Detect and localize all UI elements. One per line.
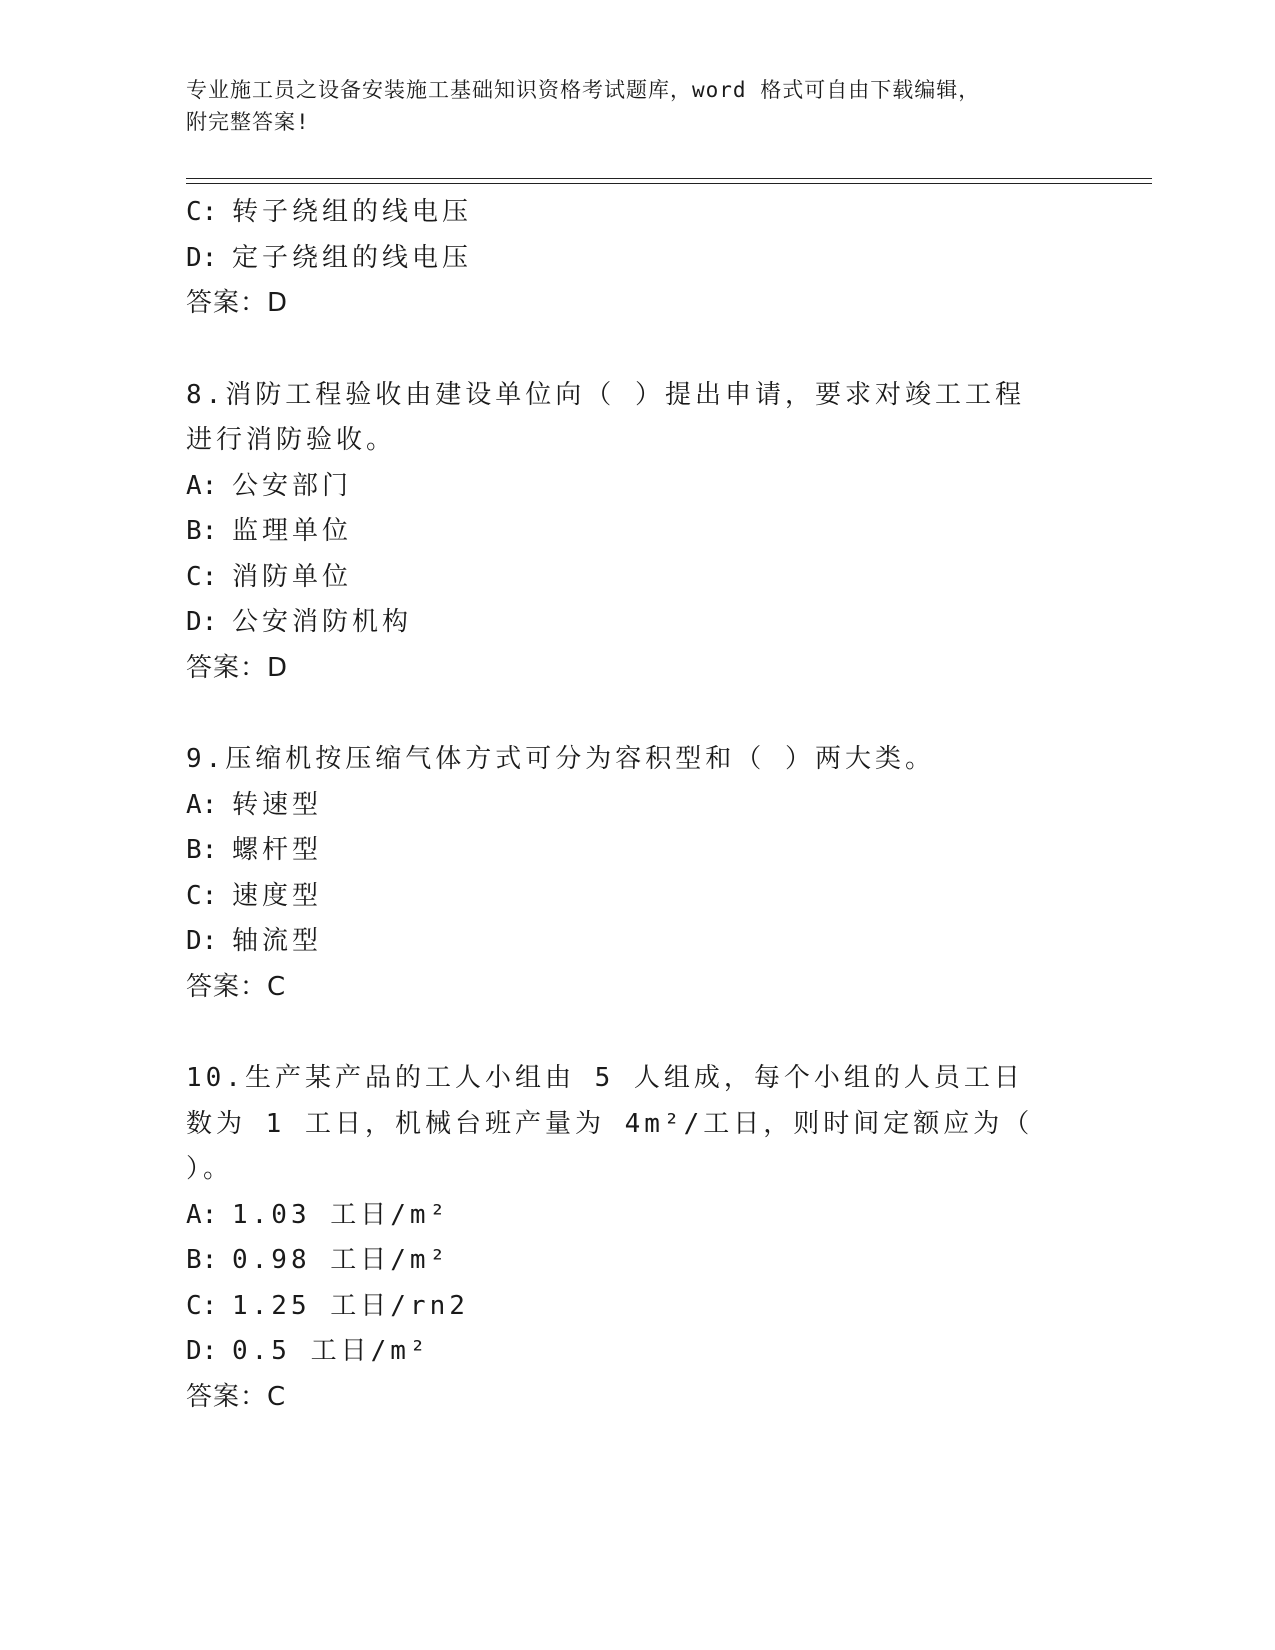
document-body	[186, 190, 1086, 1420]
option-letter: B:	[186, 835, 218, 865]
option-letter: D:	[186, 607, 218, 637]
option-a	[186, 1193, 1086, 1239]
carryover-block	[186, 190, 1086, 327]
option-letter: B:	[186, 1245, 218, 1275]
option-c	[186, 1284, 1086, 1330]
option-letter: A:	[186, 789, 218, 820]
answer-line: 答案：D	[186, 288, 289, 318]
option-c	[186, 874, 1086, 920]
option-letter: B:	[186, 516, 218, 546]
option-text: 公安消防机构	[232, 607, 413, 637]
question-10	[186, 1056, 1086, 1420]
answer-line: 答案：C	[186, 971, 287, 1002]
option-d	[186, 236, 1086, 282]
option-text: 公安部门	[232, 470, 353, 501]
option-letter: A:	[186, 470, 218, 501]
header-line-1: 专业施工员之设备安装施工基础知识资格考试题库，word 格式可自由下载编辑，	[186, 78, 981, 102]
option-letter: C:	[186, 1290, 218, 1321]
option-d	[186, 919, 1086, 965]
option-letter: D:	[186, 926, 218, 956]
option-letter: C:	[186, 561, 218, 592]
header-divider-bottom	[186, 183, 1152, 184]
document-header	[186, 74, 1066, 138]
option-c	[186, 190, 1086, 236]
option-text: 转速型	[232, 789, 323, 820]
option-text: 速度型	[232, 880, 323, 911]
option-b	[186, 828, 1086, 874]
option-a	[186, 783, 1086, 829]
question-8	[186, 373, 1086, 692]
option-text: 消防单位	[232, 561, 353, 592]
option-letter: D:	[186, 1336, 218, 1366]
option-text: 0.5 工日/m²	[232, 1336, 430, 1366]
option-text: 螺杆型	[232, 835, 323, 865]
option-text: 定子绕组的线电压	[232, 242, 473, 273]
header-divider-top	[186, 178, 1152, 179]
option-b	[186, 509, 1086, 555]
option-text: 1.25 工日/rn2	[232, 1290, 469, 1321]
option-text: 1.03 工日/m²	[232, 1199, 450, 1230]
option-letter: C:	[186, 197, 218, 227]
option-letter: A:	[186, 1199, 218, 1230]
option-letter: C:	[186, 880, 218, 911]
option-letter: D:	[186, 242, 218, 273]
option-text: 监理单位	[232, 516, 353, 546]
header-line-2: 附完整答案!	[186, 110, 310, 134]
option-a	[186, 464, 1086, 510]
question-stem: 9.压缩机按压缩气体方式可分为容积型和（ ）两大类。	[186, 744, 935, 774]
question-stem: 8.消防工程验收由建设单位向（ ）提出申请，要求对竣工工程进行消防验收。	[186, 379, 1025, 455]
option-b	[186, 1238, 1086, 1284]
answer-line: 答案：C	[186, 1381, 287, 1412]
option-text: 转子绕组的线电压	[232, 197, 473, 227]
option-d	[186, 600, 1086, 646]
question-9	[186, 737, 1086, 1010]
option-text: 轴流型	[232, 926, 323, 956]
option-c	[186, 555, 1086, 601]
question-stem: 10.生产某产品的工人小组由 5 人组成，每个小组的人员工日数为 1 工日，机械台班产量为 4m²/工日，则时间定额应为（ ）。	[186, 1063, 1034, 1184]
option-d	[186, 1329, 1086, 1375]
answer-line: 答案：D	[186, 652, 289, 683]
option-text: 0.98 工日/m²	[232, 1245, 450, 1275]
